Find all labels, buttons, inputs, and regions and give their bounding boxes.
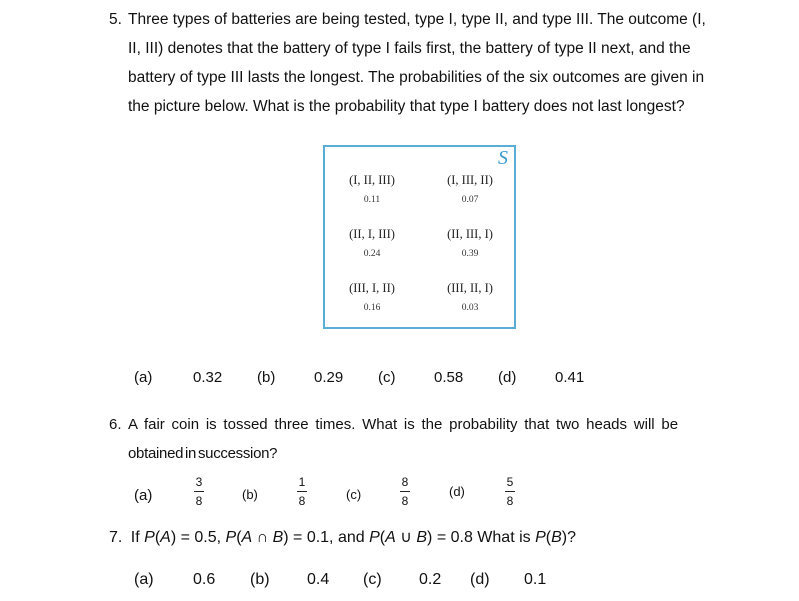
option-b-letter: (b): [257, 369, 276, 386]
outcome-probability: 0.11: [363, 195, 381, 205]
option-a-value: 0.6: [193, 571, 216, 588]
outcome-probability: 0.39: [461, 249, 479, 259]
option-c-value: 0.2: [419, 571, 442, 588]
q7-math: P: [144, 529, 155, 546]
question-5-line-2: II, III) denotes that the battery of type I fails first, the battery of type II next, and the: [128, 40, 691, 57]
option-c-letter: (c): [378, 369, 396, 386]
fraction-denominator: 8: [401, 494, 409, 508]
fraction-denominator: 8: [506, 494, 514, 508]
q7-text: )?: [561, 529, 576, 546]
option-a-value: 0.32: [193, 369, 223, 386]
option-d-value: 0.1: [524, 571, 547, 588]
q7-math: A: [160, 529, 171, 546]
q7-text: (: [545, 529, 552, 546]
option-a-letter: (a): [134, 487, 153, 504]
fraction-bar: [505, 491, 515, 492]
question-5-line-1: Three types of batteries are being tested, type I, type II, and type III. The outcome (I,: [128, 11, 706, 28]
q7-math: B: [272, 529, 284, 546]
option-a-letter: (a): [134, 369, 153, 386]
outcome-probability: 0.07: [461, 195, 479, 205]
option-d-letter: (d): [449, 484, 465, 499]
fraction-bar: [400, 491, 410, 492]
option-a-fraction: [191, 475, 207, 508]
fraction-bar: [297, 491, 307, 492]
fraction-denominator: 8: [195, 494, 203, 508]
fraction-bar: [194, 491, 204, 492]
outcome-probability: 0.24: [363, 249, 381, 259]
outcome-label: (I, III, II): [447, 173, 493, 187]
q7-text: (: [236, 529, 242, 546]
sample-space-diagram: [323, 145, 516, 329]
question-7: [109, 527, 576, 547]
option-b-letter: (b): [250, 571, 270, 588]
option-c-letter: (c): [363, 571, 382, 588]
q7-math: B: [416, 529, 428, 546]
question-5-number: 5.: [109, 11, 122, 28]
outcome-label: (II, I, III): [349, 227, 395, 241]
fraction-numerator: 5: [506, 475, 514, 489]
q7-text: If: [130, 529, 145, 546]
q7-text: (: [379, 529, 386, 546]
sample-space-label: S: [498, 147, 508, 169]
option-b-letter: (b): [242, 487, 258, 502]
option-b-value: 0.29: [314, 369, 344, 386]
q7-text: ) = 0.1, and: [283, 529, 370, 546]
option-a-letter: (a): [134, 571, 154, 588]
outcome-label: (III, I, II): [349, 281, 395, 295]
outcome-probability: 0.16: [363, 303, 381, 313]
q7-text: ∪: [395, 529, 417, 546]
outcome-label: (I, II, III): [349, 173, 395, 187]
outcome-cell: [327, 227, 417, 259]
outcome-cell: [327, 281, 417, 313]
fraction-numerator: 1: [298, 475, 306, 489]
question-6-number: 6.: [109, 416, 122, 433]
q7-math: P: [369, 529, 380, 546]
option-c-value: 0.58: [434, 369, 464, 386]
option-d-fraction: [502, 475, 518, 508]
outcome-label: (III, II, I): [447, 281, 493, 295]
outcome-label: (II, III, I): [447, 227, 493, 241]
q7-math: A: [241, 529, 253, 546]
outcome-cell: [425, 281, 515, 313]
q7-text: ∩: [252, 529, 273, 546]
outcome-probability: 0.03: [461, 303, 479, 313]
fraction-numerator: 8: [401, 475, 409, 489]
option-b-fraction: [294, 475, 310, 508]
q7-math: B: [551, 529, 562, 546]
option-c-fraction: [397, 475, 413, 508]
fraction-numerator: 3: [195, 475, 203, 489]
outcome-cell: [327, 173, 417, 205]
q7-math: A: [385, 529, 396, 546]
outcome-cell: [425, 173, 515, 205]
option-d-letter: (d): [498, 369, 517, 386]
option-d-letter: (d): [470, 571, 490, 588]
q7-math: P: [535, 529, 546, 546]
question-6-line-2: obtained in succession?: [128, 445, 278, 462]
q7-text: ) = 0.8 What is: [427, 529, 536, 546]
option-c-letter: (c): [346, 487, 362, 502]
question-7-number: 7.: [109, 529, 123, 546]
option-b-value: 0.4: [307, 571, 330, 588]
question-6-line-1: A fair coin is tossed three times. What is the probability that two heads will be: [128, 416, 679, 433]
fraction-denominator: 8: [298, 494, 306, 508]
q7-text: (: [154, 529, 161, 546]
question-5-line-3: battery of type III lasts the longest. The probabilities of the six outcomes are given in: [128, 69, 705, 86]
question-5-line-4: the picture below. What is the probability that type I battery does not last longest?: [128, 98, 685, 115]
option-d-value: 0.41: [555, 369, 585, 386]
q7-text: ) = 0.5,: [170, 529, 226, 546]
outcome-cell: [425, 227, 515, 259]
q7-math: P: [225, 529, 237, 546]
